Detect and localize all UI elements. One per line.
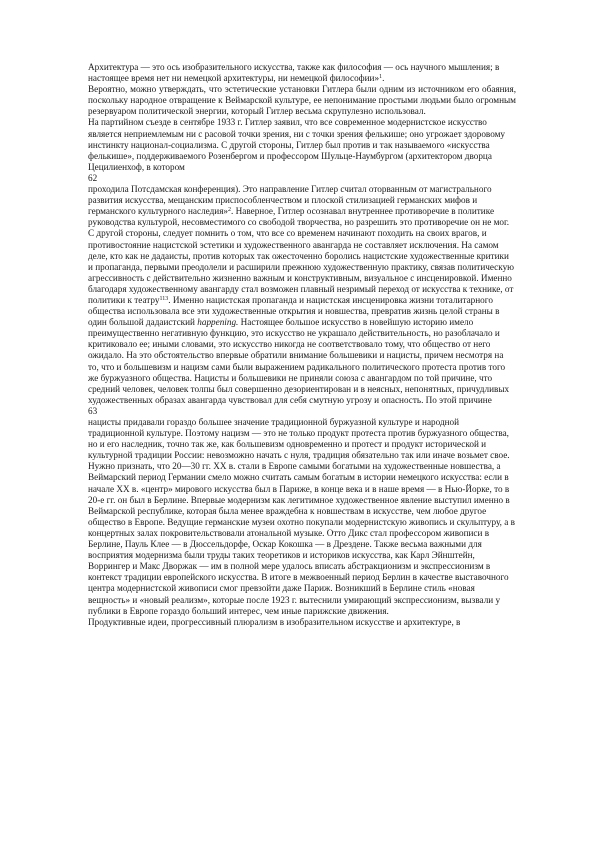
paragraph-text: Настоящее большое искусство в новейшую историю имело преимущественно негативную функцию, это искусство не украшало действительность, но разоблачало и критиковало ее; иными словами, это искусство никогда не соответствовало тому, что общество от него ожидало. На это обстоятельство впервые обратили внимание большевики и нацисты, причем несмотря на то, что и большевизм и нацизм сами были выражением радикального политического протеста против того же буржуазного общества. Нацисты и большевики не приняли союза с авангардом по той причине, что средний человек, человек толпы был совершенно дезориентирован и в неясных, непонятных, причудливых художественных образах авангарда чувствовал для себя смутную угрозу и опасность. По этой причине [88,317,510,405]
paragraph-text: На партийном съезде в сентябре 1933 г. Гитлер заявил, что все современное модернистское искусство является неприемлемым ни с расовой точки зрения, ни с точки зрения фелькише; оно угрожает здоровому инстинкту национал-социализма. С другой стороны, Гитлер был против и так называемого «искусства фелькише», поддерживаемого Розенбергом и профессором Шульце-Наумбургом (архитектором дворца Цецилиенхоф, в котором [88,117,506,172]
footnote-ref: 2 [228,207,232,214]
emphasis-text: happening. [197,317,239,328]
footnote-ref: 1 [379,74,383,81]
paragraph [88,184,516,228]
paragraph [88,228,516,406]
paragraph-text: . [382,73,385,84]
paragraph [88,617,516,628]
paragraph-text: Нужно признать, что 20—30 гг. XX в. стали в Европе самыми богатыми на художественные новшества, а Веймарский период Германии смело можно считать самым богатым в истории немецкого искусства: если в начале XX в. «центр» мирового искусства был в Париже, в конце века и в наше время — в Нью-Йорке, то в 20-е гг. он был в Берлине. Впервые модернизм как легитимное художественное явление выступил именно в Веймарской республике, которая была менее враждебна к новшествам в искусстве, чем любое другое общество в Европе. Ведущие германские музеи охотно покупали модернистскую живопись и скульптуру, а в концертных залах покровительствовали атональной музыке. Отто Дикс стал профессором живописи в Берлине, Пауль Клее — в Дюссельдорфе, Оскар Кокошка — в Дрездене. Также весьма важными для восприятия модернизма были труды таких теоретиков и историков искусства, как Карл Эйнштейн, Воррингер и Макс Дворжак — им в полной мере удалось вписать абстракционизм и экспрессионизм в контекст традиции европейского искусства. В итоге в межвоенный период Берлин в качестве выставочного центра модернистской живописи смог превзойти даже Париж. Возникший в Берлине стиль «новая вещность» и «новый реализм», которые после 1923 г. вытеснили умирающий экспрессионизм, вызвали у публики в Европе гораздо больший интерес, чем иные парижские движения. [88,461,515,616]
paragraph-text: С другой стороны, следует помнить о том, что все со временем начинают походить на своих врагов, и противостояние нацистской эстетики и художественного авангарда не составляет исключения. На самом деле, кто как не дадаисты, против которых так ожесточенно боролись нацистские художественные критики и пропаганда, первыми преодолели и расширили прежнюю художественную практику, связав политическую агрессивность с действительно жизненно важным и конструктивным, визуальное с инсценировкой. Именно благодаря художественному авангарду стал возможен плавный незримый переход от искусства к технике, от политики к театру [88,228,515,305]
paragraph-text: проходила Потсдамская конференция). Это направление Гитлер считал оторванным от магистрального развития искусства, мещанским приспособленчеством и плоской стилизацией германских мифов и германского культурного наследия» [88,184,492,217]
paragraph-text: нацисты придавали гораздо большее значение традиционной буржуазной культуре и народной традиционной культуре. Поэтому нацизм — это не только продукт протеста против буржуазного общества, но и его наследник, точно так же, как большевизм одновременно и протест и продукт исторической и культурной традиции России: невозможно начать с нуля, традиция обязательно так или иначе возьмет свое. [88,417,510,461]
book-page [88,62,516,628]
paragraph [88,461,516,616]
page-number: 62 [88,172,98,183]
paragraph [88,84,516,117]
paragraph-text: . Наверное, Гитлер осознавал внутреннее противоречие в политике руководства культурой, несовместимого со свободой творчества, но разрешить это противоречие он не мог. [88,206,510,228]
paragraph-text: Архитектура — это ось изобразительного искусства, также как философия — ось научного мышления; в настоящее время нет ни немецкой архитектуры, ни немецкой философии» [88,62,500,84]
paragraph [88,62,516,84]
page-number: 63 [88,405,98,416]
paragraph-text: . Именно нацистская пропаганда и нацистская инсценировка жизни тоталитарного общества использовала все эти художественные открытия и новшества, превратив жизнь целой страны в один большой дадаистский [88,294,500,328]
paragraph-text: Вероятно, можно утверждать, что эстетические установки Гитлера были одним из источником его обаяния, поскольку народное отвращение к Веймарской культуре, ее непонимание простыми людьми было огромным резервуаром политической энергии, который Гитлер весьма скрупулезно использовал. [88,84,516,117]
footnote-ref: 113 [159,295,169,302]
paragraph-text: Продуктивные идеи, прогрессивный плюрализм в изобразительном искусстве и архитектуре, в [88,616,461,627]
paragraph [88,117,516,172]
paragraph [88,417,516,461]
